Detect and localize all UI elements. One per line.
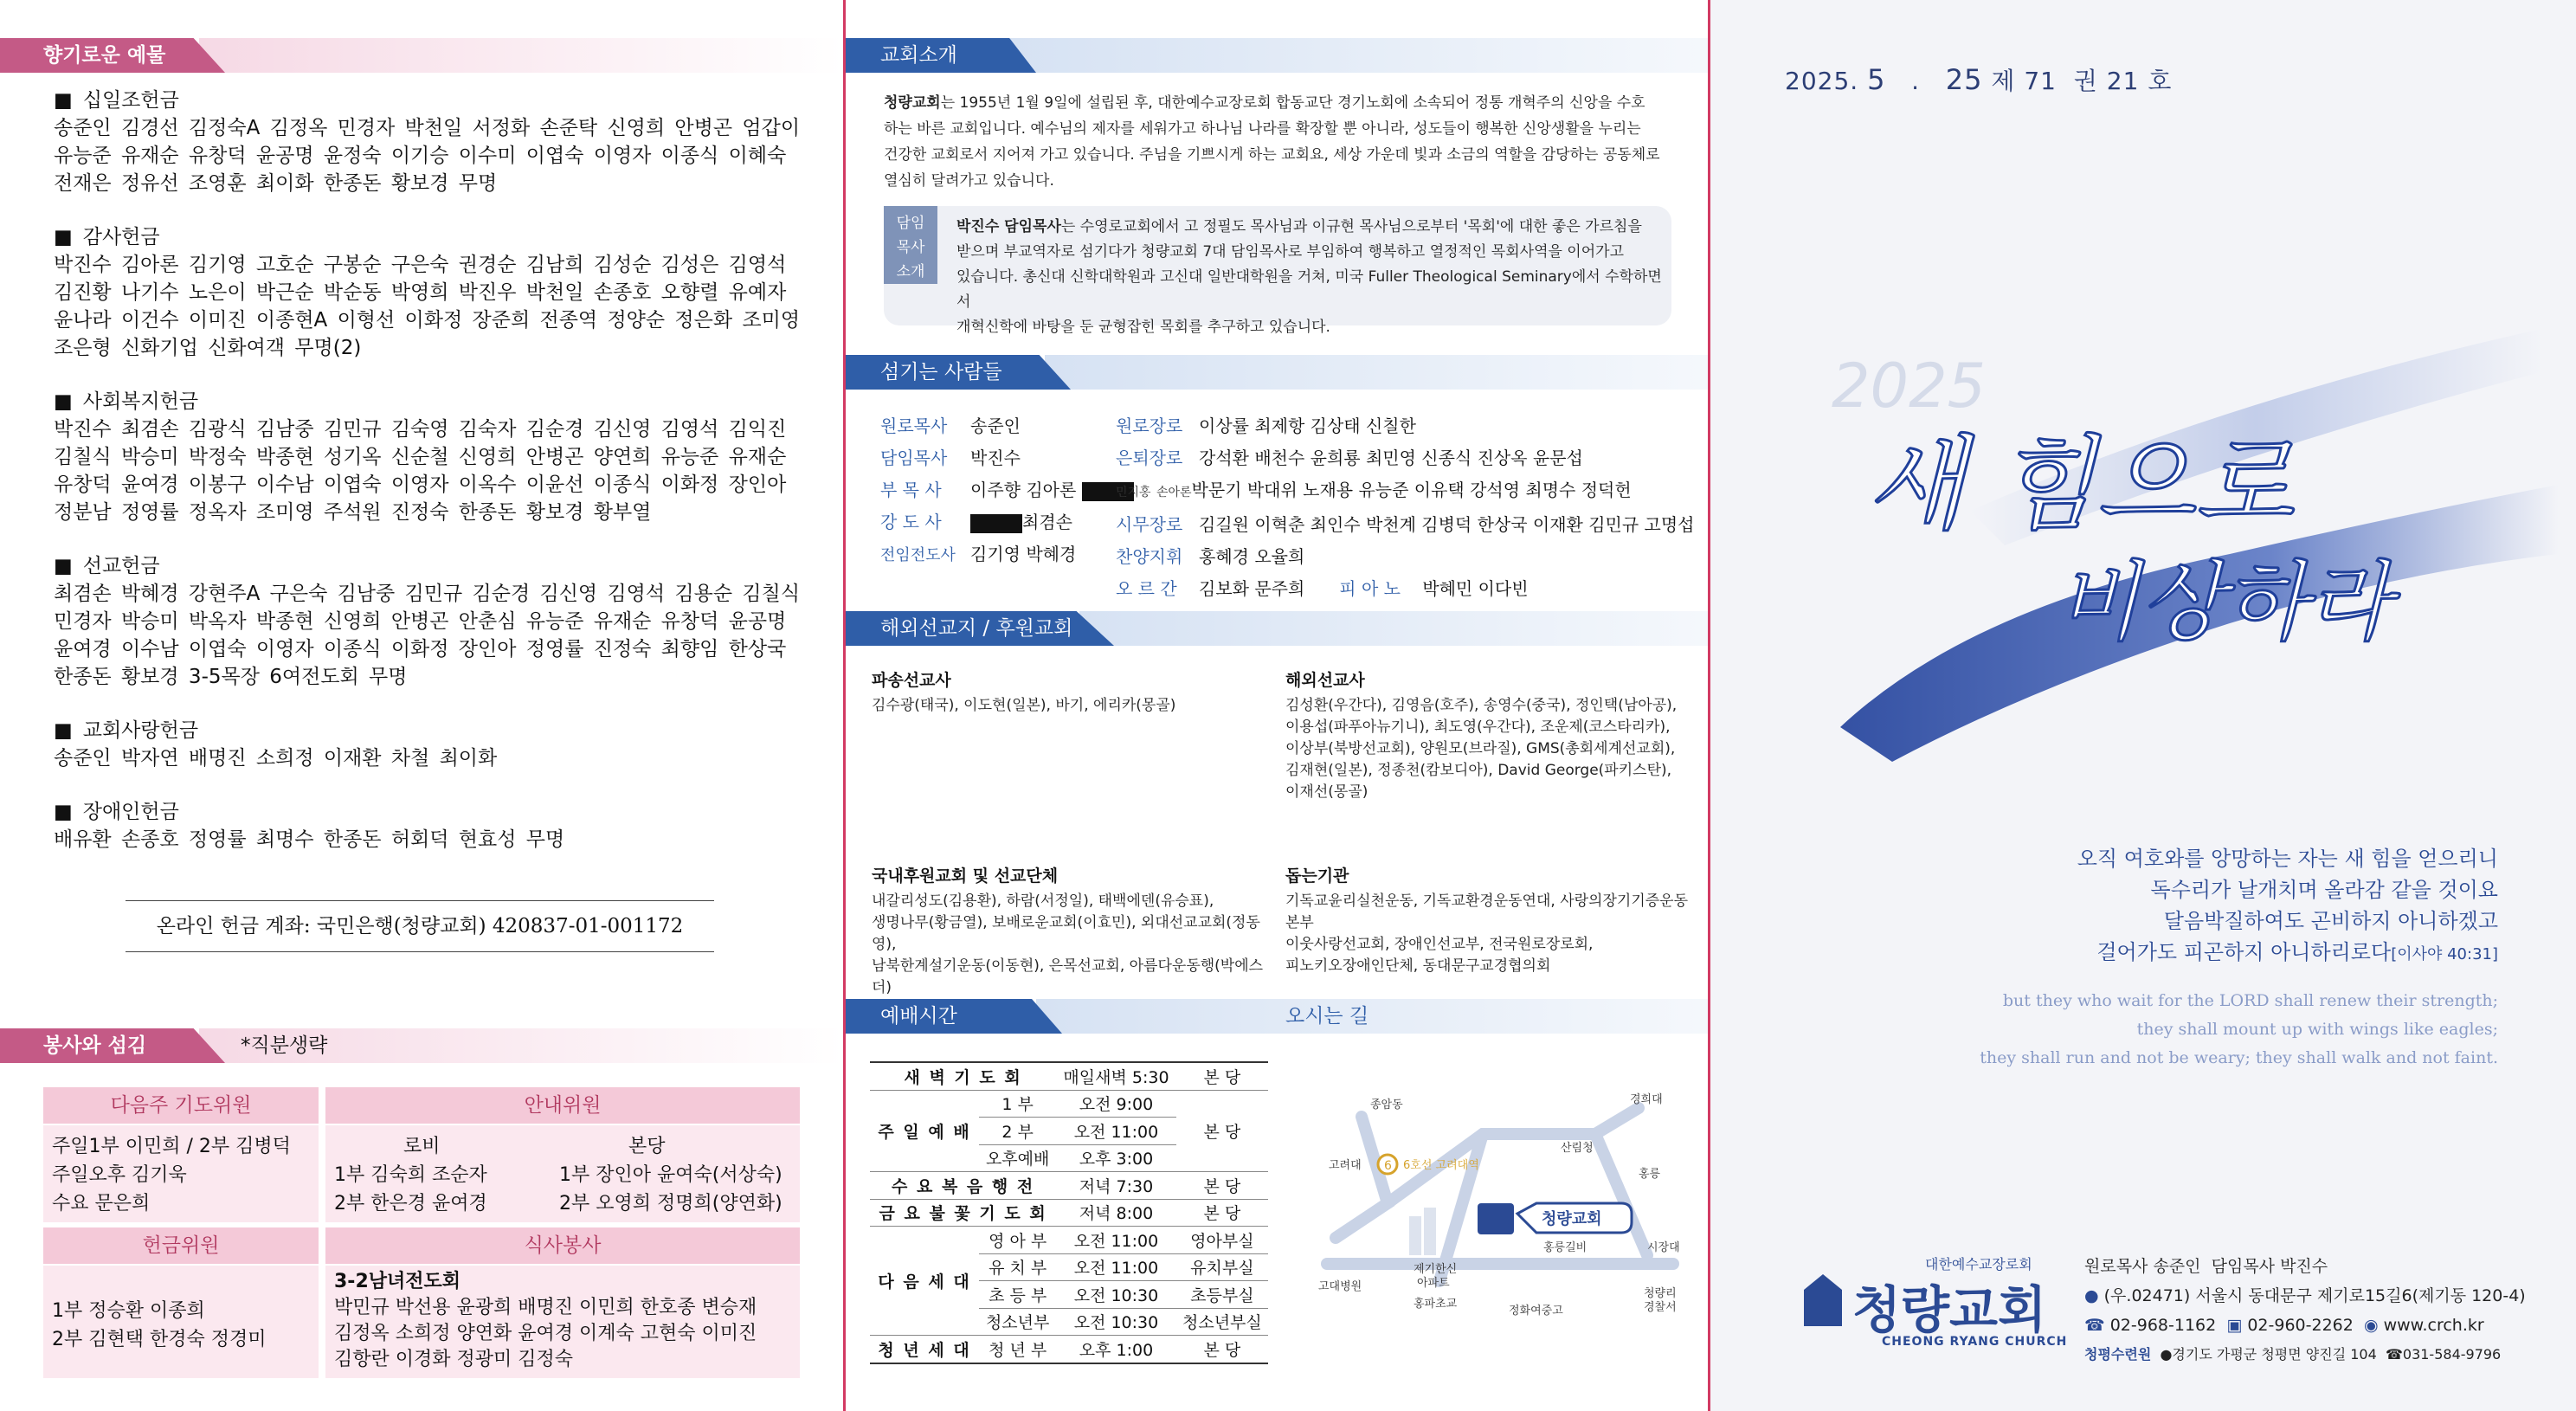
directions-header: 오시는 길 [1285,1005,1369,1028]
offering-names-line: 조은형 신화기업 신화여객 무명(2) [54,337,362,359]
offering-names-line: 박진수 김아론 김기영 고호순 구봉순 구은숙 권경순 김남희 김성순 김성은 김영석 [54,254,787,276]
svg-text:홍파초교: 홍파초교 [1414,1298,1458,1311]
offering-names-line: 배유환 손종호 정영률 최명수 한종돈 허회덕 현효성 무명 [54,828,565,851]
phone-icon: ☎ [2084,1316,2105,1335]
offering-names-line: 김칠식 박승미 박정숙 박종현 성기옥 신순철 신영희 안병곤 양연희 유능준 유재순 [54,446,787,468]
offering-names-line: 유능준 유재순 유창덕 윤공명 윤정숙 이기승 이수미 이엽숙 이영자 이종식 이혜숙 [54,145,787,167]
offering-section [54,87,815,197]
offering-names-line: 송준인 김경선 김정숙A 김정옥 민경자 박천일 서정화 손준탁 신영희 안병곤 엄갑이 [54,117,801,139]
helping-orgs: 돕는기관 기독교윤리실천운동, 기독교환경운동연대, 사랑의장기기증운동본부 이웃사랑선교회, 장애인선교부, 전국원로장로회, 피노키오장애인단체, 동대문구교경협의회 [1285,867,1689,975]
sent-missionaries: 파송선교사 김수광(태국), 이도현(일본), 바기, 에리카(몽골) [872,671,1176,714]
website-link[interactable]: www.crch.kr [2383,1316,2484,1335]
offering-names-line: 윤여경 이수남 이엽숙 이영자 이종식 이화정 장인아 정영률 진정숙 최향임 한상국 [54,638,787,660]
svg-text:청량리: 청량리 [1644,1287,1677,1300]
offering-names-line: 정분남 정영률 정옥자 조미영 주석원 진정숙 한종돈 황보경 황부열 [54,501,652,524]
brush-stroke-art [1710,294,2576,779]
svg-text:정화여중고: 정화여중고 [1509,1305,1563,1318]
missions-header: 해외선교지 / 후원교회 [846,611,1710,646]
offering-section [54,798,815,854]
phone-icon: ☎ [2385,1346,2403,1363]
offering-names-line: 박진수 최겸손 김광식 김남중 김민규 김숙영 김숙자 김순경 김신영 김영석 김익진 [54,418,787,441]
staff-header: 섬기는 사람들 [846,355,1710,390]
offering-section-title: ■ 십일조헌금 [54,87,815,114]
offering-section [54,552,815,691]
offering-names-line: 한종돈 황보경 3-5목장 6여전도회 무명 [54,666,408,688]
svg-text:아파트: 아파트 [1417,1277,1450,1290]
offering-committee-box: 1부 정승환 이종희 2부 김현택 한경숙 정경미 [43,1266,319,1378]
staff-right: 원로장로 이상률 최제항 김상태 신칠한 은퇴장로 강석환 배천수 윤희룡 최민영 신종식 진상옥 윤문섭 민지홍 손아론박문기 박대위 노재용 유능준 이유택 강석영 최명수 정덕헌 시무장로 김길원 이혁춘 최인수 박천계 김병덕 한상국 이재환 김민규 고명섭 찬양지휘 홍혜경 오율희 오 르 간 김보화 문주희 피 아 노 박혜민 이다빈 [1116,416,1695,599]
offering-names-line: 전재은 정유선 조영훈 최이화 한종돈 황보경 무명 [54,172,498,195]
map-label-jongam: 종암동 [1370,1099,1403,1111]
offering-committee-title: 헌금위원 [43,1227,319,1264]
staff-left: 원로목사 송준인 담임목사 박진수 부 목 사 이주향 김아론 강 도 사 최겸손 전임전도사 김기영 박혜경 [880,410,1140,571]
svg-text:제기한신: 제기한신 [1414,1263,1458,1276]
prayer-title: 다음주 기도위원 [43,1087,319,1124]
intro-header: 교회소개 [846,38,1710,73]
guide-box: 로비 1부 김숙희 조순자 2부 한은경 윤여경 본당 1부 장인아 윤여숙(서상숙) 2부 오영희 정명희(양연화) [325,1125,800,1222]
verse-korean: 오직 여호와를 앙망하는 자는 새 힘을 얻으리니 독수리가 날개치며 올라감 같을 것이요 달음박질하여도 곤비하지 아니하겠고 걸어가도 피곤하지 아니하리로다[이사야 40:31] [2077,847,2498,964]
guide-title: 안내위원 [325,1087,800,1124]
offering-names-line: 윤나라 이건수 이미진 이종현A 이형선 이화정 장준희 전종역 정양순 정은화 조미영 [54,309,801,332]
svg-text:경희대: 경희대 [1630,1093,1663,1106]
issue-date: 2025. 5 . 25 제 71 권 21 호 [1785,63,2173,96]
church-logo-icon [1804,1274,1842,1326]
worship-table: 새 벽 기 도 회 매일새벽 5:30 본 당 주 일 예 배 1 부 오전 9:00 본 당 2 부 오전 11:00 오후예배 오후 3:00 수 요 복 음 행 전 저녁 7:30 본 당 금 요 불 꽃 기 도 회 저녁 8:00 본 당 다 음 세 대 영 아 부 오전 11:00 영아부실 유 치 부 오전 11:00 유치부실 초 등 부 오전 10:30 초등부실 청소년부 오전 10:30 청소년부실 청 년 세 대 청 년 부 오후 1:00 본 당 [870,1061,1268,1364]
info-panel [843,0,1710,1411]
redaction [970,514,1022,533]
service-header: 봉사와 섬김 *직분생략 [0,1028,843,1063]
offerings-header: 향기로운 예물 [0,38,843,73]
fax-icon: ▣ [2226,1316,2243,1335]
svg-text:6호선 고려대역: 6호선 고려대역 [1403,1159,1479,1172]
svg-text:홍릉: 홍릉 [1639,1168,1661,1181]
svg-text:경찰서: 경찰서 [1644,1301,1677,1314]
theme-line-1: 새 힘으로 [1866,424,2294,544]
svg-text:고대병원: 고대병원 [1318,1280,1362,1293]
offering-list [54,87,815,879]
offering-section [54,388,815,526]
offerings-panel [0,0,843,1411]
svg-text:청량교회: 청량교회 [1542,1210,1602,1228]
offering-section-title: ■ 감사헌금 [54,223,815,251]
cover-panel: 2025. 5 . 25 제 71 권 21 호 2025 새 힘으로 비상하라 오직 여호와를 앙망하는 자는 새 힘을 얻으리니 독수리가 날개치며 올라감 같을 것이요 달음박질하여도 곤비하지 아니하겠고 걸어가도 피곤하지 아니하리로다[이사야 40:31] but they who wait for the LORD shall renew their strength; they shall mount up with wings like eagles; they shall run and not be weary; they shall walk and not faint. 대한예수교장로회 청량교회 CHEONG RYANG CHURCH 원로목사 송준인 담임목사 박진수 ● (우.02471) 서울시 동대문구 제기로15길6(제기동 120-4) ☎ 02-968-1162 ▣ 02-960-2262 ◉ www.crch.kr 청평수련원 ●경기도 가평군 청평면 양진길 104 ☎031-584-9796 [1710,0,2576,1411]
overseas-missionaries: 해외선교사 김성환(우간다), 김영음(호주), 송영수(중국), 정인택(남아공), 이용섭(파푸아뉴기니), 최도영(우간다), 조운제(코스타리카), 이상부(북방선교회), 양원모(브라질), GMS(총회세계선교회), 김재현(일본), 정종천(캄보디아), David George(파키스탄), 이재선(몽골) [1285,671,1678,801]
svg-text:산림청: 산림청 [1561,1142,1594,1155]
offering-names-line: 유창덕 윤여경 이봉구 이수남 이엽숙 이영자 이옥수 이윤선 이종식 이화정 장인아 [54,474,787,496]
prayer-box: 주일1부 이민희 / 2부 김병덕 주일오후 김기욱 수요 문은희 [43,1125,319,1222]
offering-section-title: ■ 장애인헌금 [54,798,815,826]
offering-names-line: 민경자 박승미 박옥자 박종현 신영희 안병곤 안춘심 유능준 유재순 유창덕 윤공명 [54,610,787,633]
offering-names-line: 송준인 박자연 배명진 소희정 이재환 차철 최이화 [54,747,498,770]
pastor-label: 담임 목사 소개 [884,206,937,284]
svg-text:6: 6 [1384,1159,1392,1173]
svg-text:홍릉길비: 홍릉길비 [1543,1241,1587,1254]
domestic-support: 국내후원교회 및 선교단체 내갈리성도(김용환), 하람(서정일), 태백에덴(유승표), 생명나무(황금열), 보배로운교회(이효민), 외대선교교회(정동영), 남북한계설기운동(이동현), 은목선교회, 아름다운동행(박에스더) [872,867,1264,996]
service-note: *직분생략 [241,1034,328,1057]
verse-english: but they who wait for the LORD shall renew their strength; they shall mount up with wings like eagles; they shall run and not be weary; they shall walk and not faint. [1980,991,2498,1067]
intro-text: 청량교회는 1955년 1월 9일에 설립된 후, 대한예수교장로회 합동교단 경기노회에 소속되어 정통 개혁주의 신앙을 수호 하는 바른 교회입니다. 예수님의 제자를 세워가고 하나님 나라를 확장할 뿐 아니라, 성도들이 행복한 신앙생활을 누리는 건강한 교회로서 지어져 가고 있습니다. 주님을 기쁘시게 하는 교회요, 세상 가운데 빛과 소금의 역할을 감당하는 공동체로 열심히 달려가고 있습니다. [884,94,1660,190]
offering-names-line: 김진황 나기수 노은이 박근순 박순동 박영희 박진우 박천일 손종호 오향렬 유예자 [54,281,787,304]
offering-section-title: ■ 사회복지헌금 [54,388,815,416]
location-icon: ● [2084,1286,2099,1305]
directions-map [1310,1082,1699,1333]
theme-year: 2025 [1832,351,1987,422]
location-icon: ● [2160,1346,2173,1363]
offering-section-title: ■ 선교헌금 [54,552,815,580]
svg-text:고려대: 고려대 [1329,1159,1362,1172]
meal-box: 3-2남녀전도회 박민규 박선용 윤광희 배명진 이민희 한호종 변승재 김정옥 소희정 양연화 윤여경 이계숙 고현숙 이미진 김항란 이경화 정광미 김정숙 [325,1266,800,1378]
bank-account: 온라인 헌금 계좌: 국민은행(청량교회) 420837-01-001172 [126,900,714,952]
offering-section [54,717,815,772]
worship-header: 예배시간 오시는 길 [846,999,1710,1034]
offering-names-line: 최겸손 박혜경 강현주A 구은숙 김남중 김민규 김순경 김신영 김영석 김용순 김칠식 [54,583,801,605]
web-icon: ◉ [2363,1316,2379,1335]
svg-text:시장대: 시장대 [1647,1241,1680,1254]
offering-section-title: ■ 교회사랑헌금 [54,717,815,744]
pastor-intro: 담임 목사 소개 박진수 담임목사는 수영로교회에서 고 정필도 목사님과 이규현 목사님으로부터 '목회'에 대한 좋은 가르침을 받으며 부교역자로 섬기다가 청량교회 7대 담임목사로 부임하여 행복하고 열정적인 목회사역을 이어가고 있습니다. 총신대 신학대학원과 고신대 일반대학원을 거쳐, 미국 Fuller Theological Seminary에서 수학하면서 개혁신학에 바탕을 둔 균형잡힌 목회를 추구하고 있습니다. [884,206,1671,325]
offering-section [54,223,815,362]
church-info: 원로목사 송준인 담임목사 박진수 ● (우.02471) 서울시 동대문구 제기로15길6(제기동 120-4) ☎ 02-968-1162 ▣ 02-960-2262 ◉ www.crch.kr 청평수련원 ●경기도 가평군 청평면 양진길 104 ☎031-584-9796 [2084,1257,2526,1363]
meal-title: 식사봉사 [325,1227,800,1264]
theme-line-2: 비상하라 [2057,551,2392,653]
